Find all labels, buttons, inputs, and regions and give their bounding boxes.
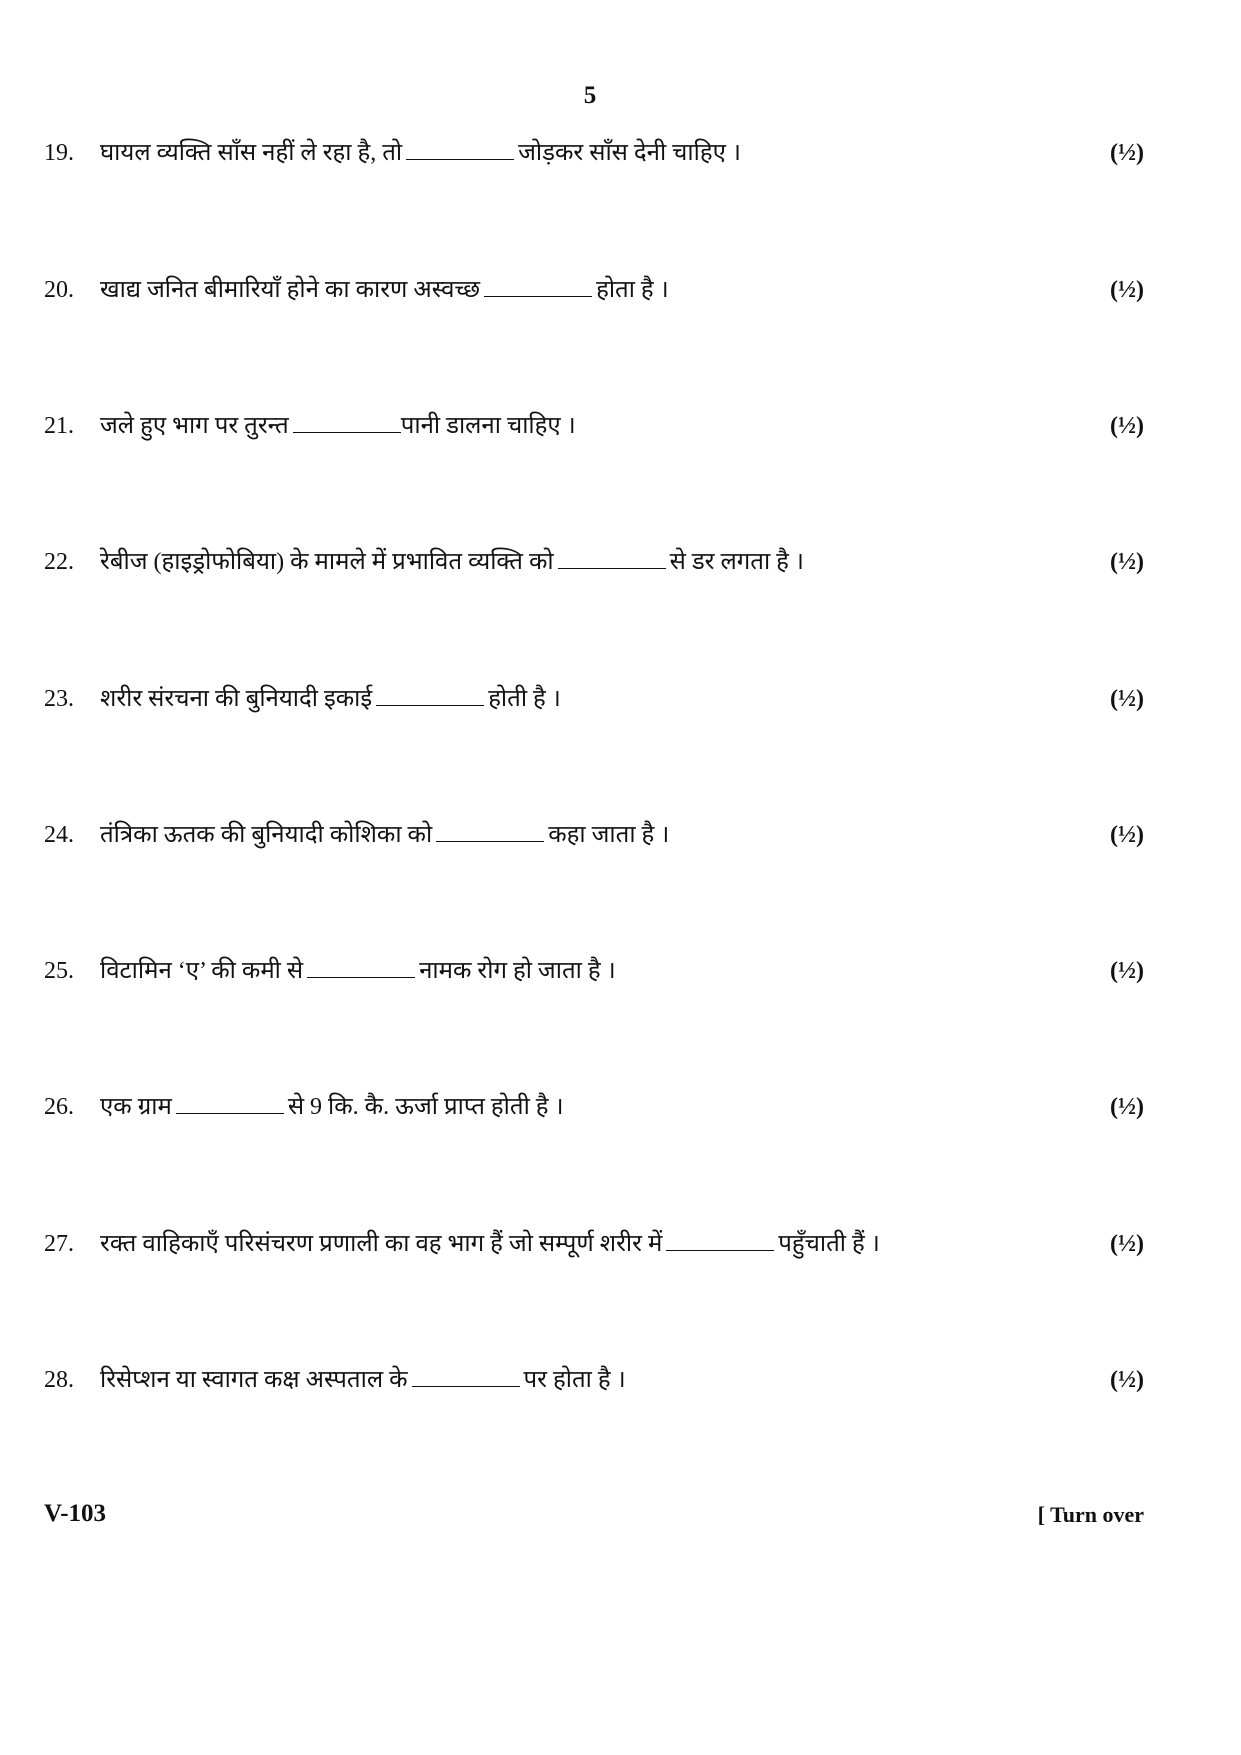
question-text bbox=[100, 133, 741, 173]
question-19 bbox=[44, 133, 1144, 173]
question-text bbox=[100, 542, 804, 582]
question-text-after: पर होता है । bbox=[523, 1367, 626, 1393]
question-text-after: होता है । bbox=[596, 277, 669, 303]
question-text-before: एक ग्राम bbox=[100, 1094, 172, 1120]
marks: (½) bbox=[1110, 549, 1144, 575]
answer-blank bbox=[176, 1091, 284, 1114]
marks: (½) bbox=[1110, 140, 1144, 166]
paper-code: V-103 bbox=[44, 1500, 107, 1527]
question-text-after: होती है । bbox=[488, 686, 561, 712]
question-text-before: खाद्य जनित बीमारियाँ होने का कारण अस्वच्छ bbox=[100, 277, 481, 303]
question-text bbox=[100, 815, 669, 855]
question-text-after: पहुँचाती हैं । bbox=[778, 1231, 880, 1257]
question-number: 21. bbox=[44, 413, 74, 439]
marks: (½) bbox=[1110, 1231, 1144, 1257]
question-text bbox=[100, 951, 616, 991]
question-text bbox=[100, 679, 561, 719]
answer-blank bbox=[558, 546, 666, 569]
question-27 bbox=[44, 1224, 1144, 1264]
question-number: 24. bbox=[44, 822, 74, 848]
question-number: 22. bbox=[44, 549, 74, 575]
marks: (½) bbox=[1110, 958, 1144, 984]
question-text-after: कहा जाता है । bbox=[548, 822, 670, 848]
question-text bbox=[100, 1087, 564, 1127]
question-26 bbox=[44, 1087, 1144, 1127]
marks: (½) bbox=[1110, 686, 1144, 712]
question-text-before: जले हुए भाग पर तुरन्त bbox=[100, 413, 289, 439]
answer-blank bbox=[436, 819, 544, 842]
question-text-after: से 9 कि. कै. ऊर्जा प्राप्त होती है । bbox=[287, 1094, 564, 1120]
question-text-before: रक्त वाहिकाएँ परिसंचरण प्रणाली का वह भाग हैं जो सम्पूर्ण शरीर में bbox=[100, 1231, 663, 1257]
answer-blank bbox=[293, 410, 401, 433]
question-text-before: रेबीज (हाइड्रोफोबिया) के मामले में प्रभावित व्यक्ति को bbox=[100, 549, 554, 575]
question-number: 23. bbox=[44, 686, 74, 712]
marks: (½) bbox=[1110, 1094, 1144, 1120]
question-number: 26. bbox=[44, 1094, 74, 1120]
question-text-after: पानी डालना चाहिए । bbox=[400, 413, 576, 439]
answer-blank bbox=[406, 137, 514, 160]
question-text-before: रिसेप्शन या स्वागत कक्ष अस्पताल के bbox=[100, 1367, 408, 1393]
question-28 bbox=[44, 1360, 1144, 1400]
page-number: 5 bbox=[583, 82, 597, 109]
question-number: 25. bbox=[44, 958, 74, 984]
question-number: 19. bbox=[44, 140, 74, 166]
answer-blank bbox=[376, 683, 484, 706]
answer-blank bbox=[412, 1364, 520, 1387]
question-number: 28. bbox=[44, 1367, 74, 1393]
question-25 bbox=[44, 951, 1144, 991]
question-text-before: घायल व्यक्ति साँस नहीं ले रहा है, तो bbox=[100, 140, 403, 166]
question-text bbox=[100, 270, 669, 310]
question-text bbox=[100, 406, 576, 446]
marks: (½) bbox=[1110, 1367, 1144, 1393]
turn-over-note: [ Turn over bbox=[1037, 1502, 1144, 1527]
answer-blank bbox=[666, 1228, 774, 1251]
question-text bbox=[100, 1224, 880, 1264]
question-21 bbox=[44, 406, 1144, 446]
question-22 bbox=[44, 542, 1144, 582]
question-20 bbox=[44, 270, 1144, 310]
marks: (½) bbox=[1110, 413, 1144, 439]
question-text-after: से डर लगता है । bbox=[669, 549, 805, 575]
question-text-before: शरीर संरचना की बुनियादी इकाई bbox=[100, 686, 373, 712]
question-text-before: विटामिन ‘ए’ की कमी से bbox=[100, 958, 304, 984]
question-23 bbox=[44, 679, 1144, 719]
question-number: 27. bbox=[44, 1231, 74, 1257]
question-text-after: नामक रोग हो जाता है । bbox=[419, 958, 616, 984]
marks: (½) bbox=[1110, 277, 1144, 303]
marks: (½) bbox=[1110, 822, 1144, 848]
question-text-before: तंत्रिका ऊतक की बुनियादी कोशिका को bbox=[100, 822, 433, 848]
answer-blank bbox=[307, 955, 415, 978]
question-number: 20. bbox=[44, 277, 74, 303]
question-text-after: जोड़कर साँस देनी चाहिए । bbox=[518, 140, 741, 166]
question-24 bbox=[44, 815, 1144, 855]
answer-blank bbox=[484, 274, 592, 297]
question-text bbox=[100, 1360, 626, 1400]
